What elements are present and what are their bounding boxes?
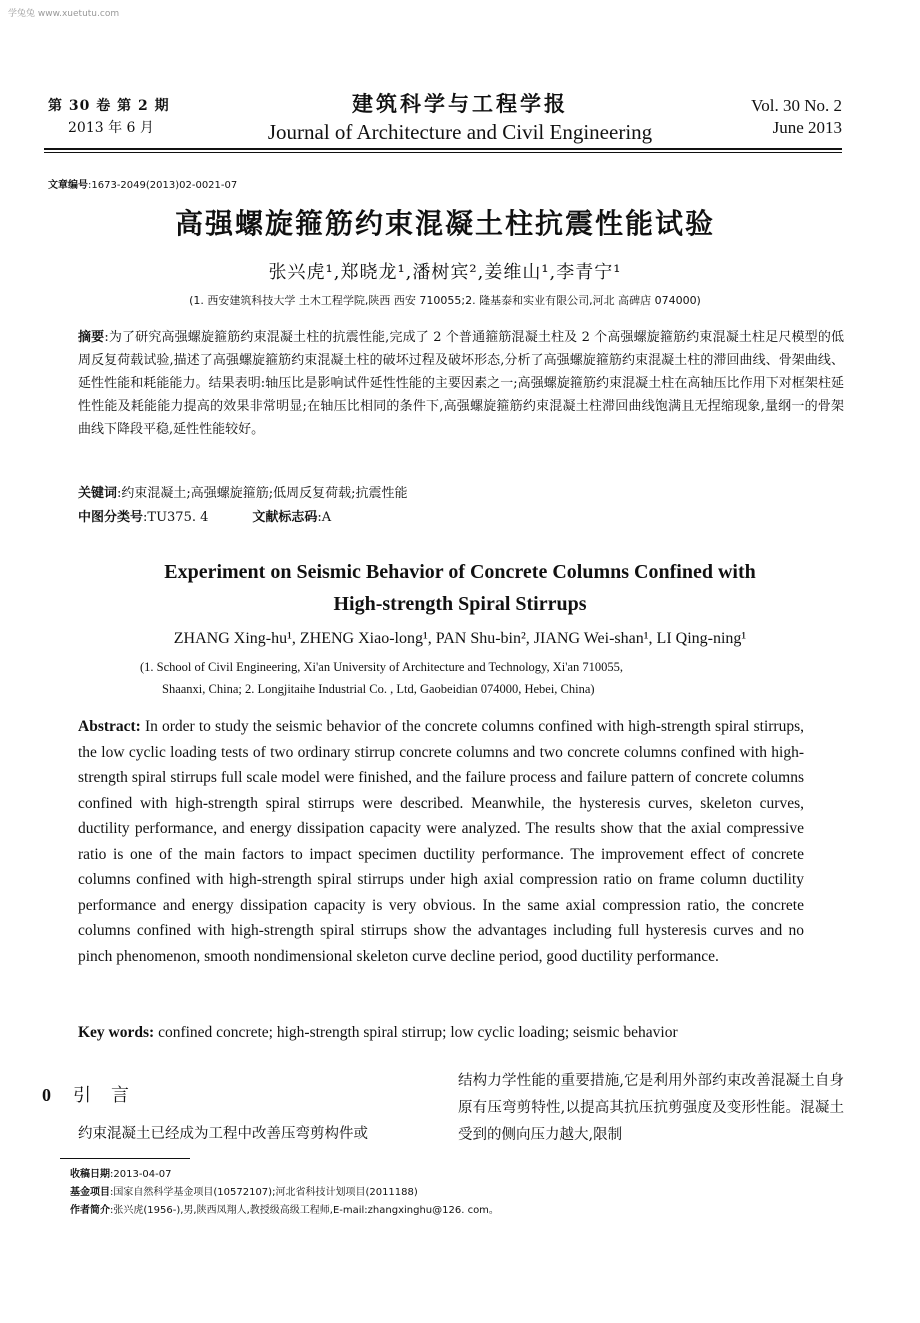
- clc-label: 中图分类号: [78, 510, 144, 525]
- abstract-en: [78, 714, 804, 969]
- keywords-cn: [78, 483, 844, 505]
- abstract-cn: [78, 326, 844, 441]
- title-en-line2: High-strength Spiral Stirrups: [333, 593, 587, 615]
- header-rule-thick: [44, 148, 842, 150]
- abstract-en-text: In order to study the seismic behavior of the concrete columns confined with high-strength spiral stirrups, the low cyclic loading tests of two ordinary stirrup concrete columns and two concrete columns confined with high-strength spiral stirrups full scale model were finished, and the failure process and failure pattern of concrete columns confined with high-strength spiral stirrups were described. Meanwhile, the hysteresis curves, skeleton curves, ductility performance, and energy dissipation capacity were analyzed. The results show that the axial compressive ratio is one of the main factors to impact specimen ductility performance. The improvement effect of concrete columns confined with high-strength spiral stirrups under high axial compression ratio on frame column ductility performance and energy dissipation capacity is very obvious. In the same axial compression ratio, the concrete columns confined with high-strength spiral stirrups show the advantages including full hysteresis curves and no pinch phenomenon, smooth nondimensional skeleton curve decline period, good ductility performance.: [78, 718, 804, 965]
- footnote-rule: [60, 1158, 190, 1159]
- classification: [78, 507, 331, 529]
- body-text-right: 结构力学性能的重要措施,它是利用外部约束改善混凝土自身原有压弯剪特性,以提高其抗压抗剪强度及变形性能。混凝土受到的侧向压力越大,限制: [458, 1073, 844, 1143]
- footnote-received: [70, 1166, 870, 1184]
- abstract-cn-text: :为了研究高强螺旋箍筋约束混凝土柱的抗震性能,完成了 2 个普通箍筋混凝土柱及 2 个高强螺旋箍筋约束混凝土柱足尺模型的低周反复荷载试验,描述了高强螺旋箍筋约束混凝土柱的破坏过程及破坏形态,分析了高强螺旋箍筋约束混凝土柱的滞回曲线、骨架曲线、延性性能和耗能能力。结果表明:轴压比是影响试件延性性能的主要因素之一;高强螺旋箍筋约束混凝土柱在高轴压比作用下对框架柱延性性能及耗能能力提高的效果非常明显;在轴压比相同的条件下,高强螺旋箍筋约束混凝土柱滞回曲线饱满且无捏缩现象,量纲一的骨架曲线下降段平稳,延性性能较好。: [78, 330, 844, 437]
- section-title: 引言: [73, 1085, 149, 1106]
- footnote-fund: [70, 1184, 870, 1202]
- vol-en: Vol. 30 No. 2: [751, 96, 842, 115]
- issue-cn: 第 30 卷 第 2 期: [48, 98, 170, 114]
- keywords-en-text: confined concrete; high-strength spiral stirrup; low cyclic loading; seismic behavior: [154, 1024, 678, 1041]
- keywords-cn-label: 关键词: [78, 486, 118, 501]
- abstract-en-label: Abstract:: [78, 718, 141, 735]
- header-issue: [48, 95, 170, 139]
- date-en: June 2013: [772, 118, 842, 137]
- header-rule-thin: [44, 152, 842, 153]
- footnote-author: [70, 1202, 870, 1220]
- affiliation-en-line2: Shaanxi, China; 2. Longjitaihe Industrial Co. , Ltd, Gaobeidian 074000, Hebei, China): [162, 682, 595, 696]
- authors-en: ZHANG Xing-hu¹, ZHENG Xiao-long¹, PAN Shu-bin², JIANG Wei-shan¹, LI Qing-ning¹: [173, 630, 747, 647]
- author-label: 作者简介: [70, 1205, 110, 1216]
- affiliation-en: [140, 656, 800, 700]
- fund-value: :国家自然科学基金项目(10572107);河北省科技计划项目(2011188): [110, 1187, 418, 1198]
- affiliation-cn: (1. 西安建筑科技大学 土木工程学院,陕西 西安 710055;2. 隆基泰和实业有限公司,河北 高碑店 074000): [189, 294, 701, 307]
- clc-value: :TU375. 4: [143, 510, 209, 525]
- keywords-cn-text: :约束混凝土;高强螺旋箍筋;低周反复荷载;抗震性能: [117, 486, 408, 501]
- watermark: 学兔兔 www.xuetutu.com: [8, 9, 120, 19]
- journal-title-en: Journal of Architecture and Civil Engineering: [267, 120, 653, 144]
- title-en-line1: Experiment on Seismic Behavior of Concrete Columns Confined with: [164, 561, 756, 583]
- title-en: [60, 556, 860, 620]
- doc-code-value: :A: [317, 510, 332, 525]
- doc-code-label: 文献标志码: [252, 510, 318, 525]
- affiliation-en-line1: (1. School of Civil Engineering, Xi'an University of Architecture and Technology, Xi'an 710055,: [140, 660, 624, 674]
- header-volume: [751, 95, 842, 139]
- received-label: 收稿日期: [70, 1169, 110, 1180]
- footnotes: [70, 1166, 870, 1220]
- journal-title-cn: 建筑科学与工程学报: [352, 91, 568, 116]
- title-cn: 高强螺旋箍筋约束混凝土柱抗震性能试验: [174, 207, 715, 240]
- header-journal: [230, 90, 690, 146]
- article-number-label: 文章编号: [48, 180, 88, 191]
- body-text-left: 约束混凝土已经成为工程中改善压弯剪构件或: [78, 1126, 368, 1142]
- keywords-en-label: Key words:: [78, 1024, 155, 1041]
- section-heading: [42, 1081, 149, 1107]
- received-value: :2013-04-07: [110, 1169, 172, 1180]
- abstract-cn-label: 摘要: [78, 330, 105, 345]
- article-number: [48, 176, 237, 191]
- fund-label: 基金项目: [70, 1187, 110, 1198]
- keywords-en: [78, 1020, 818, 1045]
- section-number: 0: [42, 1085, 51, 1105]
- author-value: :张兴虎(1956-),男,陕西凤翔人,教授级高级工程师,E-mail:zhangxinghu@126. com。: [110, 1205, 499, 1216]
- article-number-value: :1673-2049(2013)02-0021-07: [88, 180, 238, 191]
- authors-cn: 张兴虎¹,郑晓龙¹,潘树宾²,姜维山¹,李青宁¹: [268, 262, 622, 283]
- date-cn: 2013 年 6 月: [68, 120, 154, 136]
